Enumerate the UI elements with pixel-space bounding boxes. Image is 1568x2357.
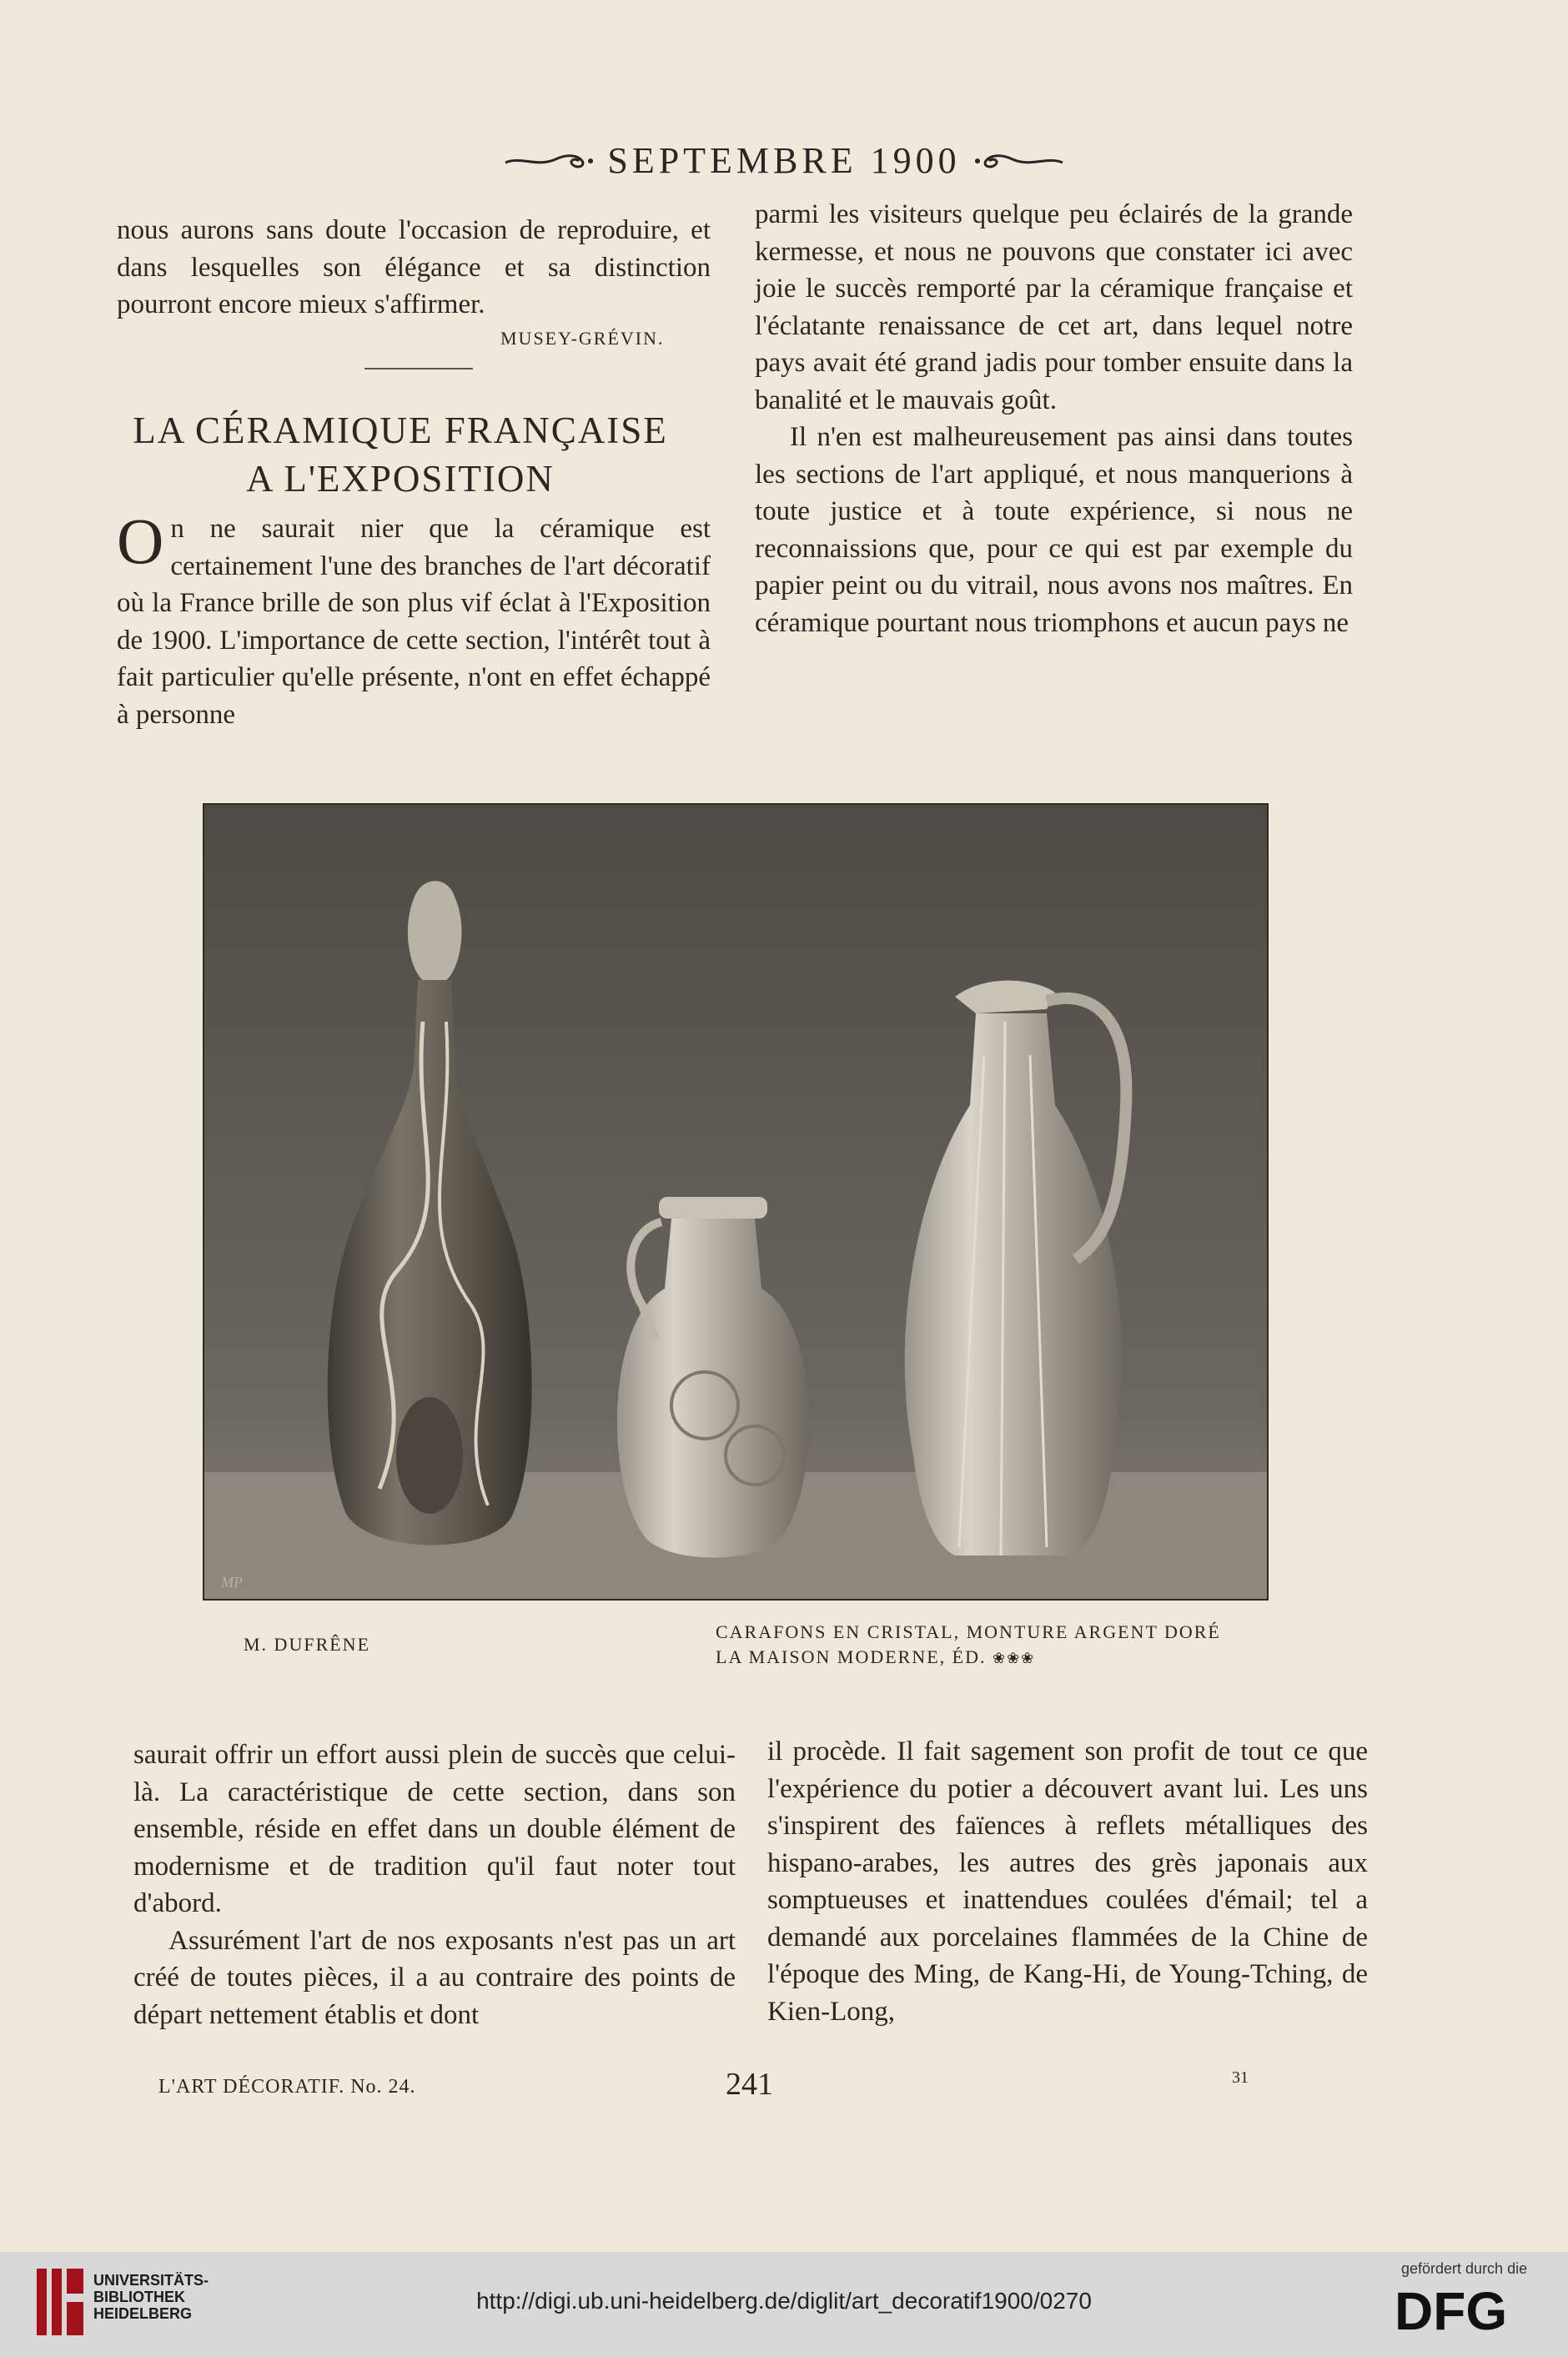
drop-cap: O [117,505,164,577]
intro-paragraph [117,505,711,733]
caption-title [716,1620,1221,1671]
source-url[interactable]: http://digi.ub.uni-heidelberg.de/diglit/art_decoratif1900/0270 [476,2288,1092,2314]
caption-ornament: ❀❀❀ [993,1650,1036,1666]
caption-publisher: LA MAISON MODERNE, ÉD. [716,1646,987,1667]
carafes-photograph [203,803,1269,1601]
section-divider [364,368,473,369]
right-paragraph-2: Il n'en est malheureusement pas ainsi dans toutes les sections de l'art appliqué, et nous manquerions à toute justice et à toute expérience, si nous ne reconnaissions que, pour ce qui est par exemple du papier peint ou du vitrail, nous avons nos maîtres. En céramique pourtant nous triomphons et aucun pays ne [755,422,1353,638]
dfg-logo-text: DFG [1395,2281,1508,2339]
dfg-logo-icon [1395,2281,1545,2339]
left-column-bottom [133,1736,736,2033]
right-paragraph-1: parmi les visiteurs quelque peu éclairés de la grande kermesse, et nous ne pouvons que constater ici avec joie le succès remporté par la céramique française et l'éclatante renaissance de cet art, dans lequel notre pays avait été grand jadis pour tomber ensuite dans la banalité et le mauvais goût. [755,199,1353,415]
left-ornament-icon [504,148,596,173]
article-intro [117,505,711,733]
right-column-top [755,196,1353,641]
signature-mark: 31 [1232,2068,1249,2087]
page-number: 241 [726,2067,773,2102]
article-title-line-1: LA CÉRAMIQUE FRANÇAISE [133,410,668,451]
caption-line-2 [716,1645,1221,1671]
svg-text:MP: MP [221,1574,243,1591]
left-bottom-paragraph-1: saurait offrir un effort aussi plein de succès que celui-là. La caractéristique de cette section, dans son ensemble, réside en effet dans un double élément de modernisme et de tradition qu'il faut noter tout d'abord. [133,1740,736,1918]
right-column-bottom [767,1733,1368,2030]
closing-paragraph: nous aurons sans doute l'occasion de reproduire, et dans lesquelles son élégance et sa distinction pourront encore mieux s'affirmer. [117,215,711,319]
caption-line-1: CARAFONS EN CRISTAL, MONTURE ARGENT DORÉ [716,1621,1221,1642]
author-signature: MUSEY-GRÉVIN. [500,328,665,349]
caption-artist: M. DUFRÊNE [244,1634,371,1655]
intro-text: n ne saurait nier que la céramique est certainement l'une des branches de l'art décoratif où la France brille de son plus vif éclat à l'Exposition de 1900. L'importance de cette section, l'intérêt tout à fait particulier qu'elle présente, n'ont en effet échappé à personne [117,514,711,730]
left-column-top [117,212,711,324]
left-bottom-paragraph-2: Assurément l'art de nos exposants n'est pas un art créé de toutes pièces, il a au contraire des points de départ nettement établis et dont [133,1925,736,2030]
right-bottom-paragraph: il procède. Il fait sagement son profit de tout ce que l'expérience du potier a découvert avant lui. Les uns s'inspirent des faïences à reflets métalliques des hispano-arabes, les autres des grès japonais aux somptueuses et inattendues coulées d'émail; tel a demandé aux porcelaines flammées de la Chine de l'époque des Ming, de Kang-Hi, de Young-Tching, de Kien-Long, [767,1736,1368,2027]
journal-footer: L'ART DÉCORATIF. No. 24. [158,2076,416,2098]
running-head [0,135,1568,185]
right-ornament-icon [972,148,1064,173]
running-head-text: SEPTEMBRE 1900 [607,139,961,181]
article-title-line-2: A L'EXPOSITION [246,458,555,500]
university-library-name: UNIVERSITÄTS- BIBLIOTHEK HEIDELBERG [93,2272,209,2322]
photo-illustration [204,805,1269,1601]
funding-label: gefördert durch die [1401,2260,1528,2277]
